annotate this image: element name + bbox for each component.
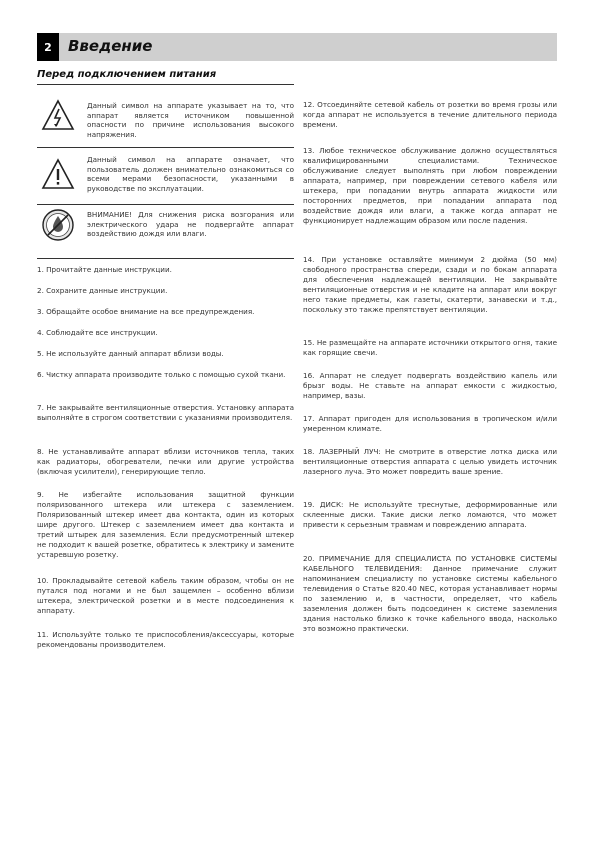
symbol-text: ВНИМАНИЕ! Для снижения риска возгорания или электрического удара не подвергайте аппарат воздействию дождя или влаги. [87, 210, 294, 239]
lightning-warning-icon [41, 99, 75, 133]
list-item: 18. ЛАЗЕРНЫЙ ЛУЧ: Не смотрите в отверстие лотка диска или вентиляционные отверстия аппарата с целью увидеть источник лазерного луча. Это может повредить ваше зрение. [303, 447, 557, 476]
list-item: 7. Не закрывайте вентиляционные отверстия. Установку аппарата выполняйте в строгом соответствии с указаниями производителя. [37, 403, 294, 422]
list-item: 1. Прочитайте данные инструкции. [37, 265, 172, 274]
list-item: 5. Не используйте данный аппарат вблизи воды. [37, 349, 224, 358]
list-item: 11. Используйте только те приспособления/аксессуары, которые рекомендованы производителем. [37, 630, 294, 649]
list-item: 3. Обращайте особое внимание на все предупреждения. [37, 307, 255, 316]
list-item: 15. Не размещайте на аппарате источники открытого огня, такие как горящие свечи. [303, 338, 557, 357]
section-title: Перед подключением питания [37, 69, 217, 80]
list-item: 8. Не устанавливайте аппарат вблизи источников тепла, таких как радиаторы, обогреватели, печки или другие устройства (включая усилители), генерирующие тепло. [37, 447, 294, 476]
list-item: 2. Сохраните данные инструкции. [37, 286, 168, 295]
symbol-text: Данный символ на аппарате указывает на то, что аппарат является источником повышенной опасности по причине использования высокого напряжения. [87, 101, 294, 139]
list-item: 14. При установке оставляйте минимум 2 дюйма (50 мм) свободного пространства спереди, сзади и по бокам аппарата для обеспечения надлежащей вентиляции. Не закрывайте вентиляционные отверстия и не кладите на аппарат или вокруг него такие предметы, как газеты, скатерти, занавески и т.д., поскольку это также препятствует вентиляции. [303, 255, 557, 314]
list-item: 17. Аппарат пригоден для использования в тропическом и/или умеренном климате. [303, 414, 557, 433]
section-divider [37, 84, 294, 85]
no-water-icon [41, 208, 75, 242]
list-item: 20. ПРИМЕЧАНИЕ ДЛЯ СПЕЦИАЛИСТА ПО УСТАНОВКЕ СИСТЕМЫ КАБЕЛЬНОГО ТЕЛЕВИДЕНИЯ: Данное примечание служит напоминанием специалисту по установке системы кабельного телевидения о Статье 820.40 NEC, которая устанавливает нормы по заземлению и, в частности, определяет, что кабель заземления должен быть подсоединен к системе заземления здания настолько близко к точке кабельного ввода, насколько это возможно практически. [303, 554, 557, 633]
list-item: 13. Любое техническое обслуживание должно осуществляться квалифицированными специалистами. Техническое обслуживание следует выполнять при любом повреждении аппарата, например, при повреждении сетевого кабеля или штекера, при попадании внутрь аппарата жидкости или посторонних предметов, при попадании аппарата под воздействие дождя или влаги, а также когда аппарат не функционирует надлежащим образом или после падения. [303, 146, 557, 225]
list-item: 6. Чистку аппарата производите только с помощью сухой ткани. [37, 370, 286, 379]
symbol-row-lightning [37, 91, 294, 148]
symbol-text: Данный символ на аппарате означает, что пользователь должен внимательно ознакомиться со всеми мерами безопасности, указанными в руководстве по эксплуатации. [87, 155, 294, 193]
list-item: 9. Не избегайте использования защитной функции поляризованного штекера или штекера с заземлением. Поляризованный штекер имеет два контакта, один из которых шире другого. Штекер с заземлением имеет два контакта и третий штырек для заземления. Если предусмотренный штекер не подходит к вашей розетке, обратитесь к электрику и замените устаревшую розетку. [37, 490, 294, 559]
page-title: Введение [68, 37, 153, 55]
list-item: 19. ДИСК: Не используйте треснутые, деформированные или склеенные диски. Такие диски легко ломаются, что может привести к серьезным травмам и повреждению аппарата. [303, 500, 557, 529]
list-item: 12. Отсоединяйте сетевой кабель от розетки во время грозы или когда аппарат не используется в течение длительного периода времени. [303, 100, 557, 129]
exclamation-warning-icon [41, 158, 75, 192]
list-item: 16. Аппарат не следует подвергать воздействию капель или брызг воды. Не ставьте на аппарат емкости с жидкостью, например, вазы. [303, 371, 557, 400]
page-number: 2 [37, 33, 59, 61]
list-item: 4. Соблюдайте все инструкции. [37, 328, 158, 337]
symbol-row-no-water [37, 205, 294, 259]
list-item: 10. Прокладывайте сетевой кабель таким образом, чтобы он не путался под ногами и не был защемлен – особенно вблизи штекера, электрической розетки и в месте подсоединения к аппарату. [37, 576, 294, 615]
symbol-row-exclamation [37, 148, 294, 205]
